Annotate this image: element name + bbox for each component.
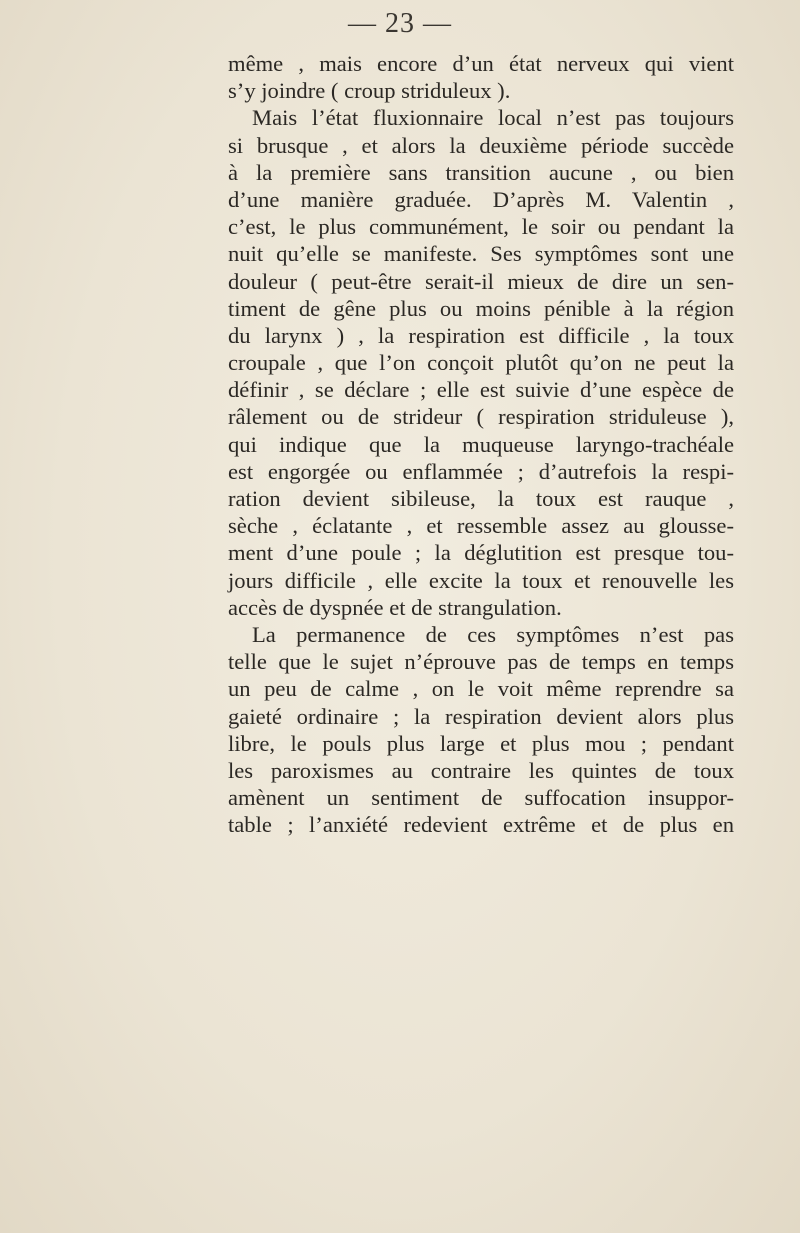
- text-line: un peu de calme , on le voit même reprendre sa: [228, 676, 734, 702]
- text-line: telle que le sujet n’éprouve pas de temps en temps: [228, 649, 734, 675]
- text-line: accès de dyspnée et de strangulation.: [228, 594, 562, 620]
- text-line: ment d’une poule ; la déglutition est presque tou-: [228, 540, 734, 566]
- text-line: Mais l’état fluxionnaire local n’est pas toujours: [252, 105, 734, 131]
- text-line: nuit qu’elle se manifeste. Ses symptômes sont une: [228, 241, 734, 267]
- text-line: qui indique que la muqueuse laryngo-trachéale: [228, 431, 734, 457]
- text-line: sèche , éclatante , et ressemble assez au glousse-: [228, 513, 734, 539]
- text-line: d’une manière graduée. D’après M. Valentin ,: [228, 186, 734, 212]
- text-line: table ; l’anxiété redevient extrême et de plus en: [228, 812, 734, 838]
- text-line: croupale , que l’on conçoit plutôt qu’on ne peut la: [228, 350, 734, 376]
- text-line: La permanence de ces symptômes n’est pas: [252, 621, 734, 647]
- text-line: est engorgée ou enflammée ; d’autrefois la respi-: [228, 458, 734, 484]
- text-line: même , mais encore d’un état nerveux qui vient: [228, 51, 734, 76]
- text-line: douleur ( peut-être serait-il mieux de dire un sen-: [228, 268, 734, 294]
- text-line: gaieté ordinaire ; la respiration devient alors plus: [228, 703, 734, 729]
- text-line: jours difficile , elle excite la toux et renouvelle les: [228, 567, 734, 593]
- text-line: du larynx ) , la respiration est difficile , la toux: [228, 322, 734, 348]
- text-line: définir , se déclare ; elle est suivie d’une espèce de: [228, 377, 734, 403]
- text-line: à la première sans transition aucune , ou bien: [228, 159, 734, 185]
- text-line: les paroxismes au contraire les quintes de toux: [228, 757, 734, 783]
- text-line: libre, le pouls plus large et plus mou ; pendant: [228, 730, 734, 756]
- text-line: si brusque , et alors la deuxième période succède: [228, 132, 734, 158]
- page-number: — 23 —: [348, 8, 452, 39]
- text-line: râlement ou de strideur ( respiration striduleuse ),: [228, 404, 734, 430]
- text-line: timent de gêne plus ou moins pénible à la région: [228, 295, 734, 321]
- text-line: c’est, le plus communément, le soir ou pendant la: [228, 214, 734, 240]
- text-line: ration devient sibileuse, la toux est rauque ,: [228, 486, 734, 511]
- body-text: [228, 50, 734, 838]
- text-line: s’y joindre ( croup striduleux ).: [228, 78, 511, 104]
- text-line: amènent un sentiment de suffocation insuppor-: [228, 785, 734, 811]
